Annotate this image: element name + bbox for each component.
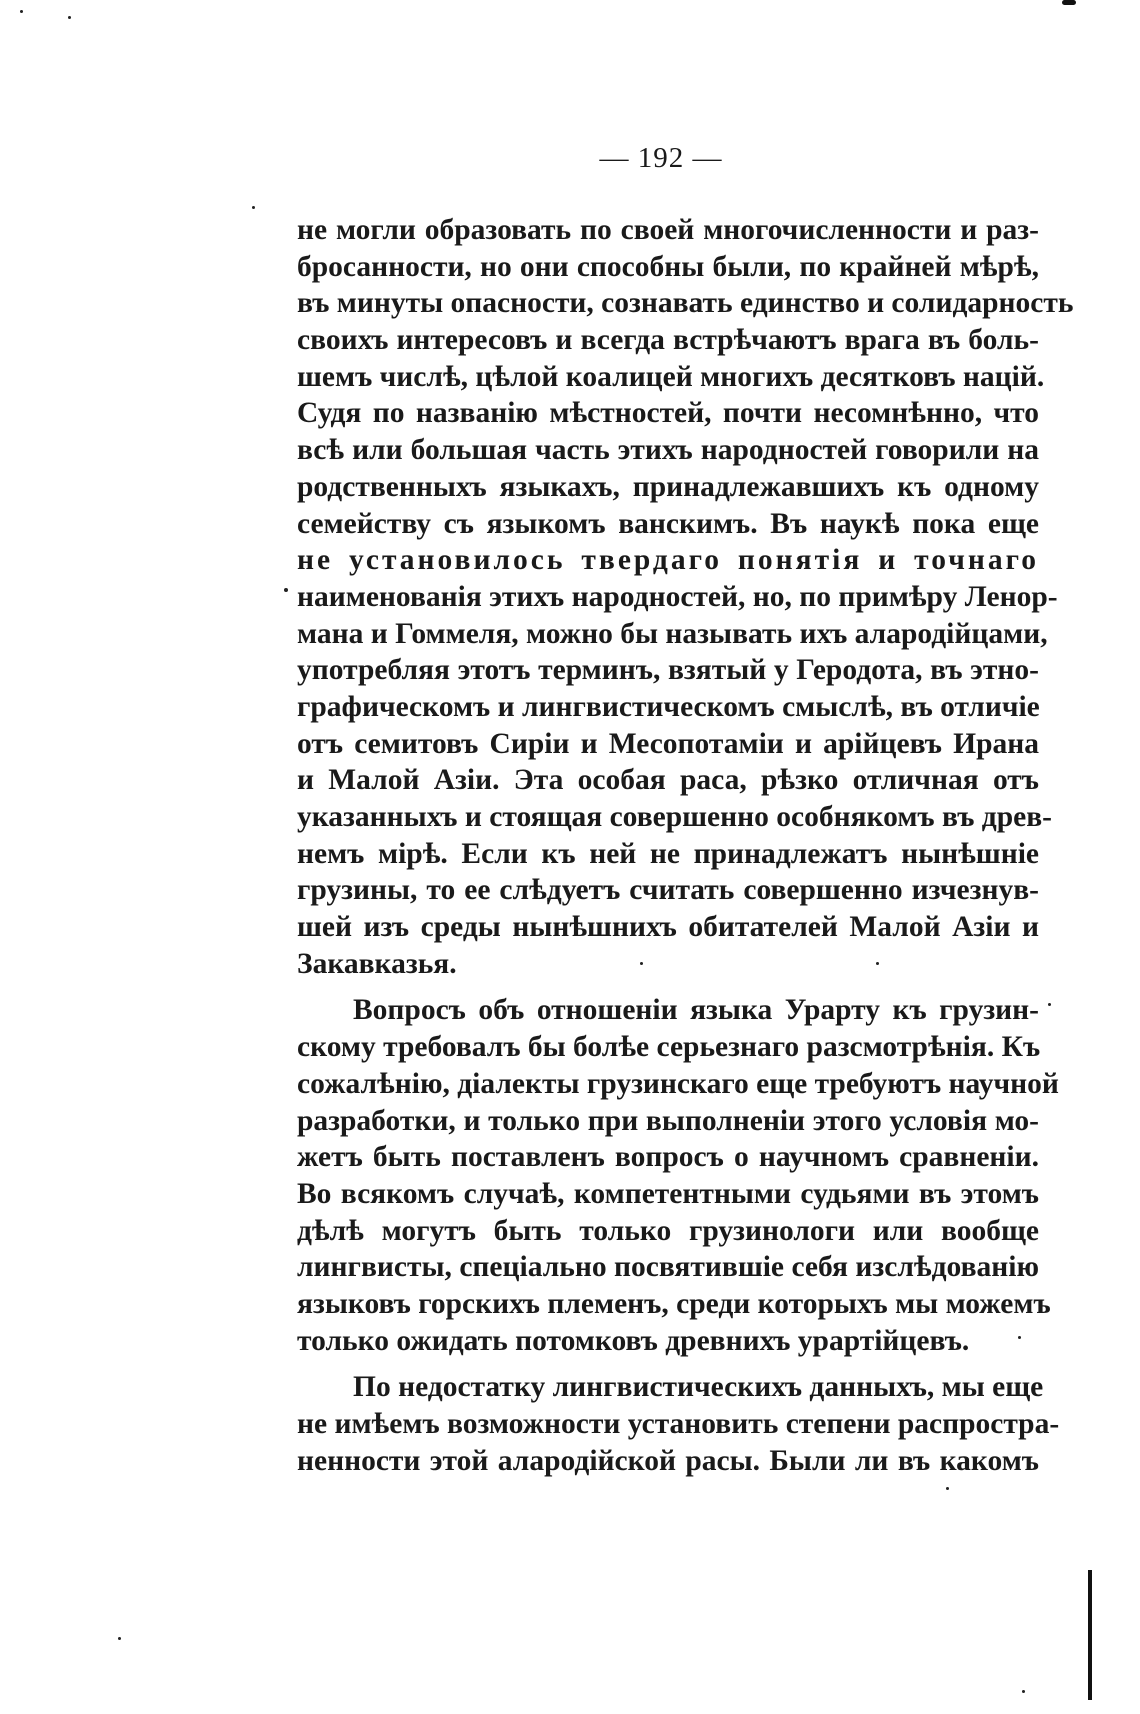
text-line: лингвисты, спеціально посвятившіе себя изслѣдованію xyxy=(297,1251,1039,1284)
scan-speck xyxy=(252,206,255,209)
scan-speck xyxy=(284,588,288,592)
scan-speck xyxy=(640,962,643,965)
scan-speck xyxy=(20,10,23,13)
text-line: Вопросъ объ отношеніи языка Урарту къ грузин- xyxy=(353,994,1039,1027)
text-line: не имѣемъ возможности установить степени распростра- xyxy=(297,1408,1060,1440)
text-line: бросанности, но они способны были, по крайней мѣрѣ, xyxy=(297,250,1039,283)
text-line: своихъ интересовъ и всегда встрѣчаютъ врага въ боль- xyxy=(297,324,1039,357)
scan-speck xyxy=(876,962,879,965)
text-line: употребляя этотъ терминъ, взятый у Геродота, въ этно- xyxy=(297,654,1039,687)
text-line: семейству съ языкомъ ванскимъ. Въ наукѣ пока еще xyxy=(297,507,1039,540)
page-edge-mark xyxy=(1062,0,1076,5)
text-line: разработки, и только при выполненіи этого условія мо- xyxy=(297,1104,1039,1137)
text-line: наименованія этихъ народностей, но, по примѣру Ленор- xyxy=(297,580,1058,613)
text-line: родственныхъ языкахъ, принадлежавшихъ къ одному xyxy=(297,470,1039,503)
text-line: не установилось твердаго понятія и точнаго xyxy=(297,544,1039,577)
text-line: графическомъ и лингвистическомъ смыслѣ, въ отличіе xyxy=(297,690,1040,723)
text-line: немъ мірѣ. Если къ ней не принадлежатъ нынѣшніе xyxy=(297,837,1039,870)
text-line: въ минуты опасности, сознавать единство и солидарность xyxy=(297,287,1074,320)
scan-speck xyxy=(118,1637,121,1640)
text-line: Закавказья. xyxy=(297,947,457,980)
text-line: сожалѣнію, діалекты грузинскаго еще требуютъ научной xyxy=(297,1067,1059,1100)
text-line: мана и Гоммеля, можно бы называть ихъ алародійцами, xyxy=(297,617,1048,650)
scan-speck xyxy=(68,16,71,19)
text-line: отъ семитовъ Сиріи и Месопотаміи и арійцевъ Ирана xyxy=(297,727,1039,760)
page-number: — 192 — xyxy=(599,142,723,174)
scan-speck xyxy=(1022,1690,1025,1693)
text-line: всѣ или большая часть этихъ народностей говорили на xyxy=(297,434,1039,467)
text-line: ненности этой алародійской расы. Были ли въ какомъ xyxy=(297,1444,1039,1477)
text-line: дѣлѣ могутъ быть только грузинологи или вообще xyxy=(297,1214,1039,1247)
paragraph-3 xyxy=(297,1369,1060,1479)
scan-speck xyxy=(1018,1336,1021,1339)
body-text xyxy=(297,212,1074,1489)
paragraph-1 xyxy=(297,212,1074,982)
scan-speck xyxy=(946,1487,949,1490)
text-line: языковъ горскихъ племенъ, среди которыхъ мы можемъ xyxy=(297,1287,1051,1320)
text-line: не могли образовать по своей многочисленности и раз- xyxy=(297,214,1039,246)
text-line: и Малой Азіи. Эта особая раса, рѣзко отличная отъ xyxy=(297,764,1039,797)
paragraph-2 xyxy=(297,992,1059,1359)
page-edge-mark xyxy=(1088,1570,1092,1700)
text-line: жетъ быть поставленъ вопросъ о научномъ сравненіи. xyxy=(297,1141,1039,1174)
text-line: По недостатку лингвистическихъ данныхъ, мы еще xyxy=(353,1371,1044,1404)
text-line: шемъ числѣ, цѣлой коалицей многихъ десятковъ націй. xyxy=(297,360,1045,393)
text-line: указанныхъ и стоящая совершенно особнякомъ въ древ- xyxy=(297,801,1052,833)
text-line: шей изъ среды нынѣшнихъ обитателей Малой Азіи и xyxy=(297,911,1039,944)
text-line: Судя по названію мѣстностей, почти несомнѣнно, что xyxy=(297,397,1039,430)
text-line: только ожидать потомковъ древнихъ урартійцевъ. xyxy=(297,1324,970,1357)
scan-speck xyxy=(1048,1003,1051,1006)
text-line: скому требовалъ бы болѣе серьезнаго разсмотрѣнія. Къ xyxy=(297,1031,1041,1064)
text-line: грузины, то ее слѣдуетъ считать совершенно изчезнув- xyxy=(297,874,1039,907)
text-line: Во всякомъ случаѣ, компетентными судьями въ этомъ xyxy=(297,1177,1039,1210)
